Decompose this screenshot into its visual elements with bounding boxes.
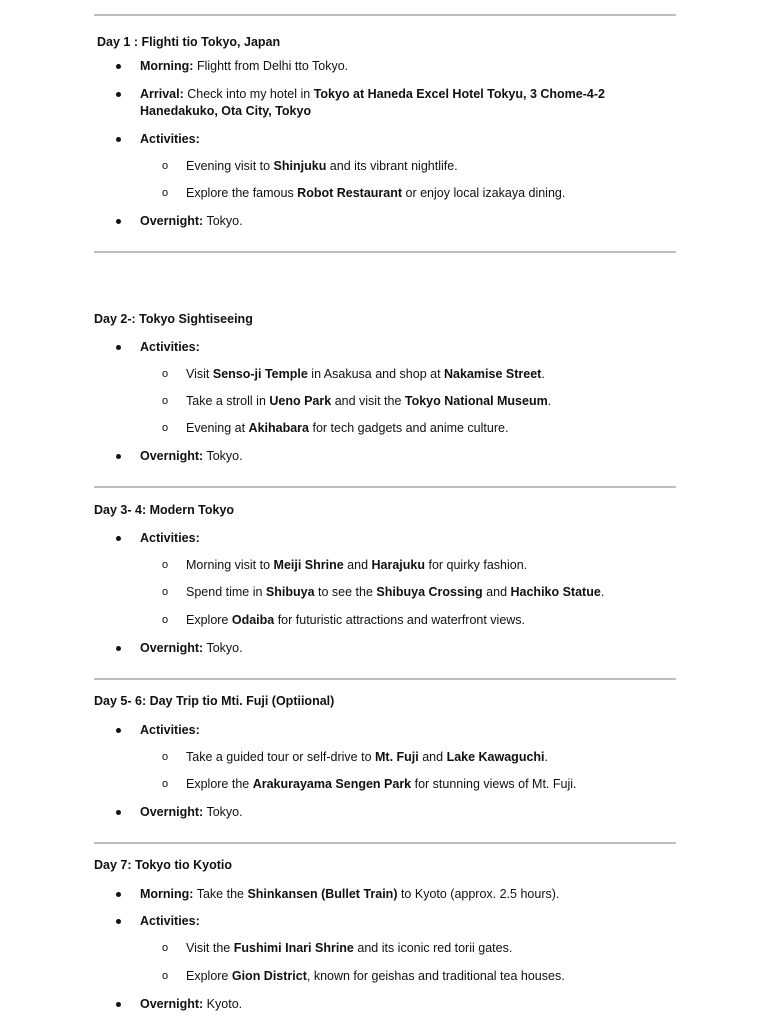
day-heading: Day 1 : Flighti tio Tokyo, Japan bbox=[97, 35, 281, 49]
list-item: Overnight: Kyoto. bbox=[140, 997, 243, 1011]
day-heading: Day 7: Tokyo tio Kyotio bbox=[94, 858, 232, 872]
bullet bbox=[116, 92, 121, 97]
list-item: Overnight: Tokyo. bbox=[140, 449, 243, 463]
sub-bullet: o bbox=[162, 942, 169, 954]
bullet bbox=[116, 810, 121, 815]
sub-bullet: o bbox=[162, 160, 169, 172]
list-item: Arrival: Check into my hotel in Tokyo at Haneda Excel Hotel Tokyu, 3 Chome-4-2 bbox=[140, 87, 605, 101]
list-item-continued: Hanedakuko, Ota City, Tokyo bbox=[140, 104, 312, 118]
sub-list-item: Take a guided tour or self-drive to Mt. Fuji and Lake Kawaguchi. bbox=[186, 750, 548, 764]
list-item: Activities: bbox=[140, 132, 200, 146]
divider bbox=[94, 14, 676, 16]
sub-list-item: Take a stroll in Ueno Park and visit the Tokyo National Museum. bbox=[186, 394, 552, 408]
bullet bbox=[116, 728, 121, 733]
sub-bullet: o bbox=[162, 559, 169, 571]
bullet bbox=[116, 919, 121, 924]
sub-bullet: o bbox=[162, 368, 169, 380]
sub-bullet: o bbox=[162, 614, 169, 626]
list-item: Activities: bbox=[140, 531, 200, 545]
divider bbox=[94, 678, 676, 680]
sub-bullet: o bbox=[162, 395, 169, 407]
list-item: Morning: Flightt from Delhi tto Tokyo. bbox=[140, 59, 349, 73]
day-heading: Day 5- 6: Day Trip tio Mti. Fuji (Optiional) bbox=[94, 694, 335, 708]
bullet bbox=[116, 646, 121, 651]
divider bbox=[94, 842, 676, 844]
sub-list-item: Explore the famous Robot Restaurant or enjoy local izakaya dining. bbox=[186, 186, 566, 200]
sub-list-item: Evening at Akihabara for tech gadgets and anime culture. bbox=[186, 421, 509, 435]
bullet bbox=[116, 1002, 121, 1007]
sub-list-item: Explore Gion District, known for geishas and traditional tea houses. bbox=[186, 969, 565, 983]
bullet bbox=[116, 454, 121, 459]
sub-bullet: o bbox=[162, 751, 169, 763]
bullet bbox=[116, 892, 121, 897]
bullet bbox=[116, 219, 121, 224]
bullet bbox=[116, 64, 121, 69]
divider bbox=[94, 486, 676, 488]
sub-list-item: Explore the Arakurayama Sengen Park for stunning views of Mt. Fuji. bbox=[186, 777, 577, 791]
list-item: Morning: Take the Shinkansen (Bullet Train) to Kyoto (approx. 2.5 hours). bbox=[140, 887, 560, 901]
sub-list-item: Evening visit to Shinjuku and its vibrant nightlife. bbox=[186, 159, 458, 173]
sub-bullet: o bbox=[162, 187, 169, 199]
sub-bullet: o bbox=[162, 586, 169, 598]
list-item: Overnight: Tokyo. bbox=[140, 641, 243, 655]
bullet bbox=[116, 536, 121, 541]
divider bbox=[94, 251, 676, 253]
sub-list-item: Explore Odaiba for futuristic attractions and waterfront views. bbox=[186, 613, 526, 627]
bullet bbox=[116, 345, 121, 350]
list-item: Activities: bbox=[140, 340, 200, 354]
sub-bullet: o bbox=[162, 970, 169, 982]
day-heading: Day 2-: Tokyo Sightiseeing bbox=[94, 312, 253, 326]
bullet bbox=[116, 137, 121, 142]
list-item: Activities: bbox=[140, 914, 200, 928]
sub-list-item: Visit Senso-ji Temple in Asakusa and shop at Nakamise Street. bbox=[186, 367, 545, 381]
sub-bullet: o bbox=[162, 778, 169, 790]
sub-list-item: Morning visit to Meiji Shrine and Harajuku for quirky fashion. bbox=[186, 558, 528, 572]
sub-list-item: Visit the Fushimi Inari Shrine and its iconic red torii gates. bbox=[186, 941, 513, 955]
list-item: Activities: bbox=[140, 723, 200, 737]
day-heading: Day 3- 4: Modern Tokyo bbox=[94, 503, 235, 517]
sub-list-item: Spend time in Shibuya to see the Shibuya Crossing and Hachiko Statue. bbox=[186, 585, 605, 599]
list-item: Overnight: Tokyo. bbox=[140, 214, 243, 228]
list-item: Overnight: Tokyo. bbox=[140, 805, 243, 819]
sub-bullet: o bbox=[162, 422, 169, 434]
